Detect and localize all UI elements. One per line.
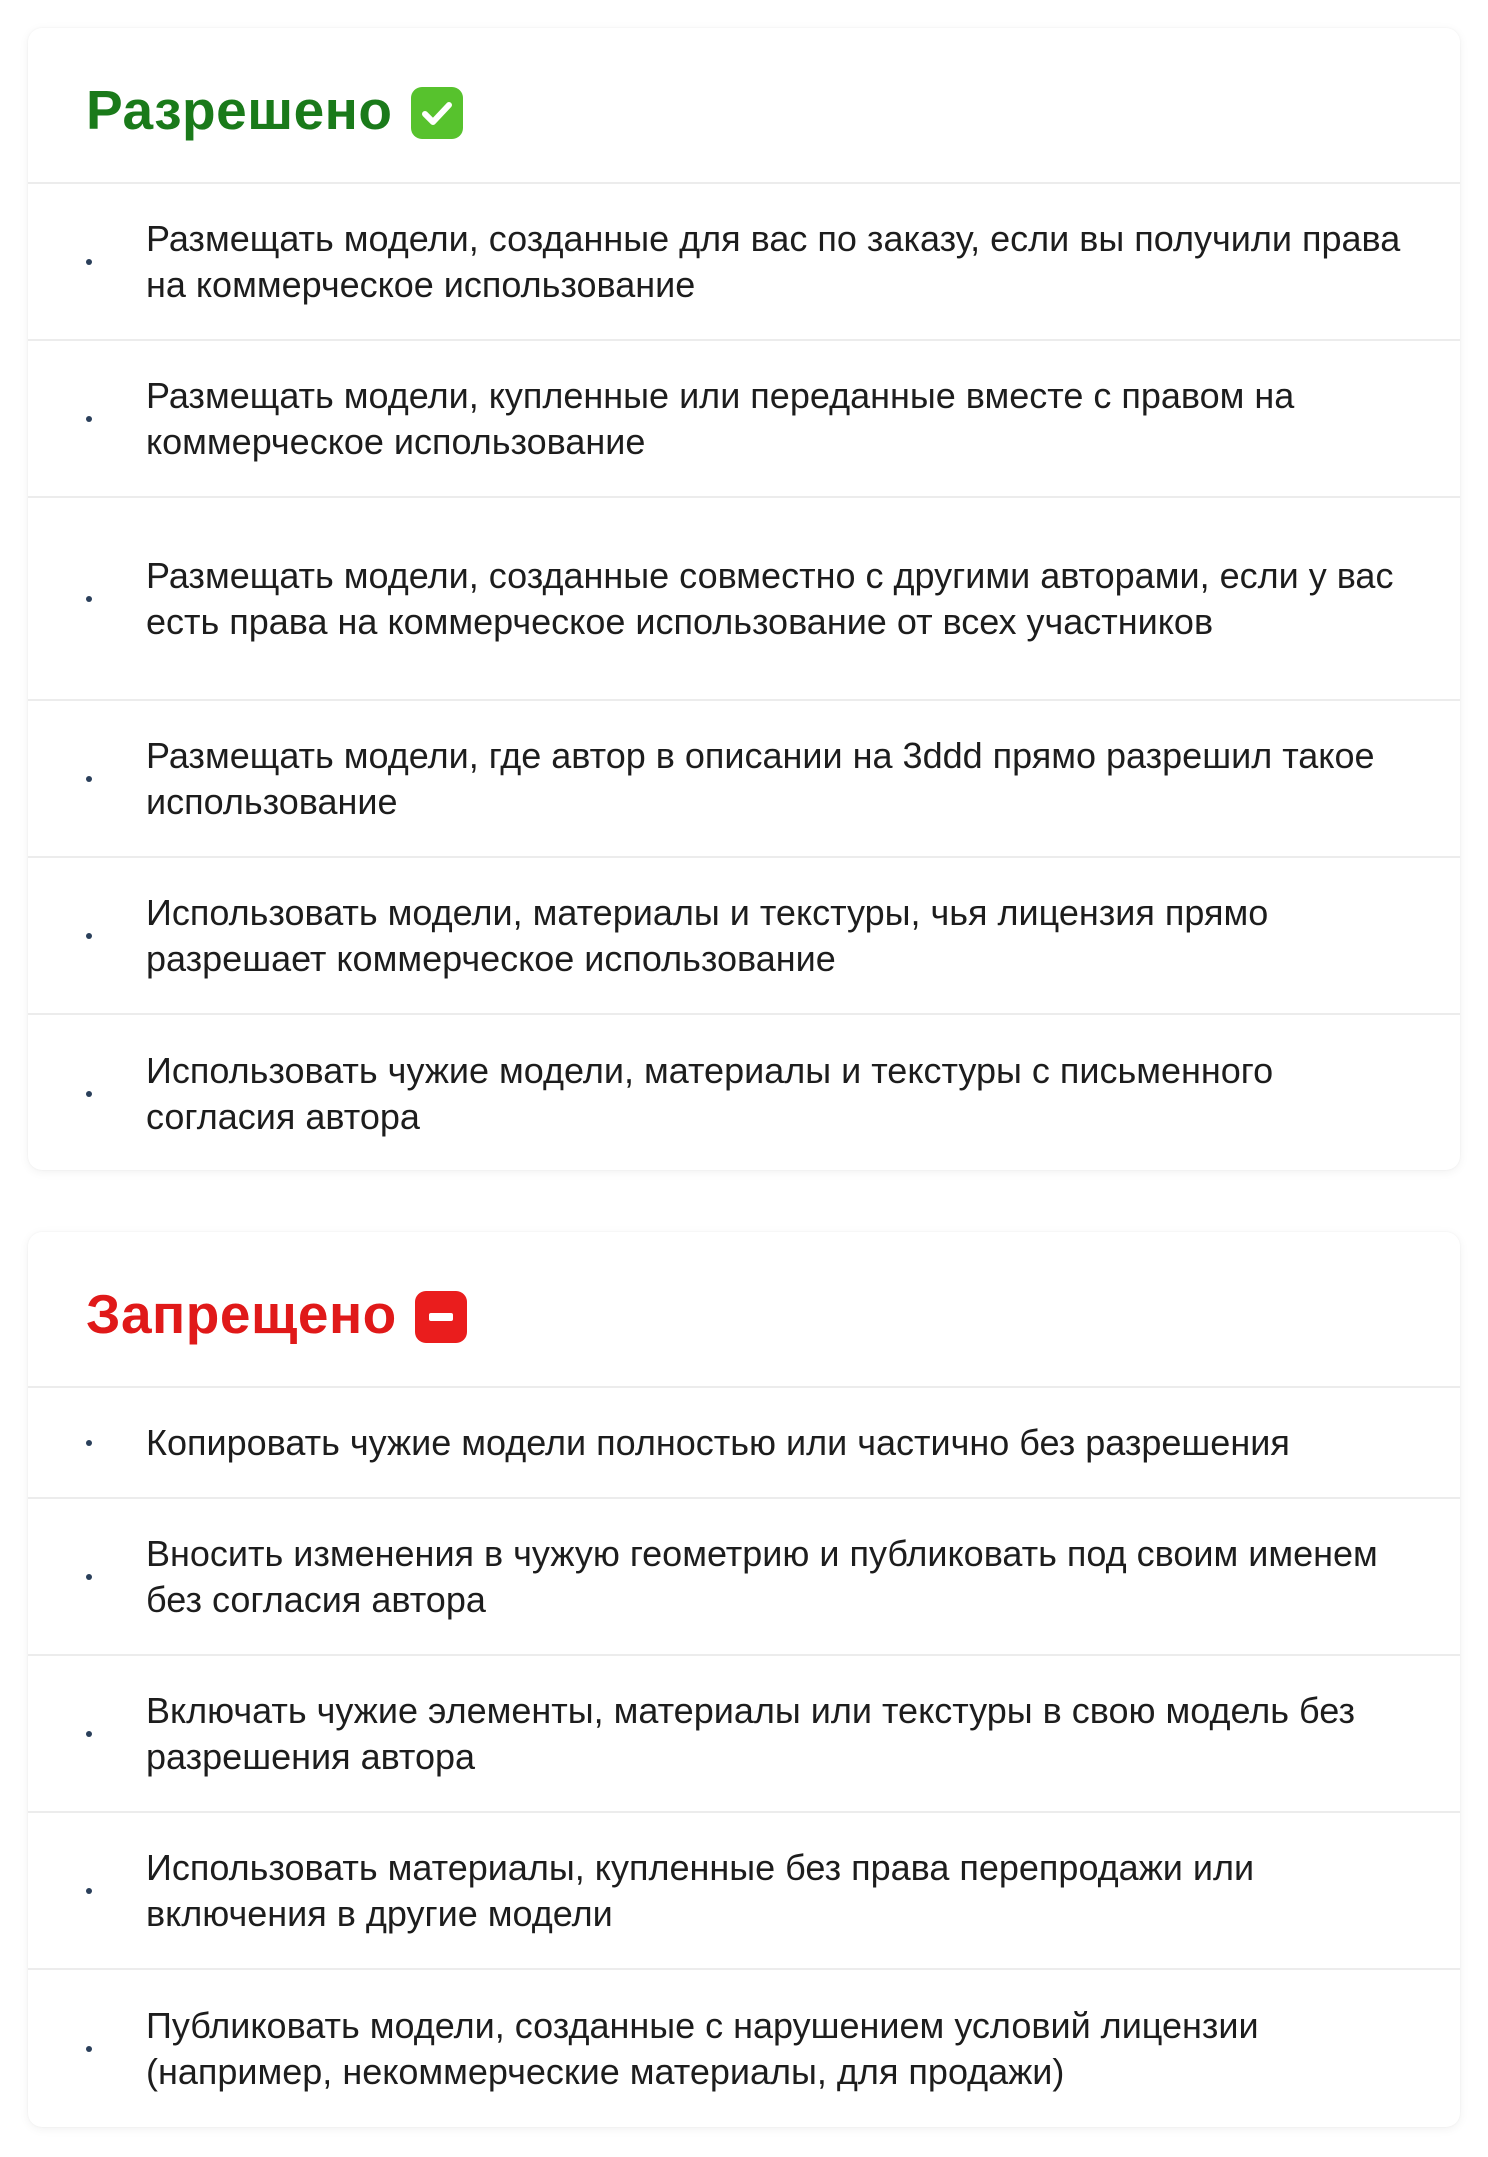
list-item [28,858,1460,1015]
list-item-text: Размещать модели, созданные для вас по заказу, если вы получили права на коммерческое использование [146,217,1401,305]
list-item-text: Размещать модели, созданные совместно с другими авторами, если у вас есть права на коммерческое использование от всех участников [146,554,1394,642]
minus-icon [415,1291,467,1343]
list-item-text: Копировать чужие модели полностью или частично без разрешения [146,1421,1290,1463]
bullet-icon [86,416,92,422]
bullet-icon [86,1574,92,1580]
allowed-title: Разрешено [86,79,393,141]
list-item-text: Использовать модели, материалы и текстуры, чья лицензия прямо разрешает коммерческое использование [146,891,1269,979]
bullet-icon [86,1440,92,1446]
list-item-text: Включать чужие элементы, материалы или текстуры в свою модель без разрешения автора [146,1689,1356,1777]
list-item [28,701,1460,858]
list-item-text: Размещать модели, где автор в описании на 3ddd прямо разрешил такое использование [146,734,1375,822]
allowed-header [28,28,1460,184]
check-icon [411,87,463,139]
list-item [28,1813,1460,1970]
list-item [28,1970,1460,2127]
bullet-icon [86,1091,92,1097]
bullet-icon [86,2046,92,2052]
list-item-text: Размещать модели, купленные или переданные вместе с правом на коммерческое использование [146,374,1295,462]
list-item-text: Вносить изменения в чужую геометрию и публиковать под своим именем без согласия автора [146,1532,1378,1620]
forbidden-header [28,1232,1460,1388]
list-item-text: Использовать материалы, купленные без права перепродажи или включения в другие модели [146,1846,1255,1934]
bullet-icon [86,1731,92,1737]
list-item [28,1499,1460,1656]
bullet-icon [86,259,92,265]
list-item-text: Использовать чужие модели, материалы и текстуры с письменного согласия автора [146,1049,1274,1137]
forbidden-card [28,1232,1460,2127]
list-item [28,498,1460,701]
allowed-card [28,28,1460,1170]
list-item [28,1388,1460,1499]
list-item [28,1015,1460,1170]
bullet-icon [86,933,92,939]
list-item [28,184,1460,341]
bullet-icon [86,776,92,782]
list-item [28,341,1460,498]
list-item [28,1656,1460,1813]
list-item-text: Публиковать модели, созданные с нарушением условий лицензии (например, некоммерческие материалы, для продажи) [146,2004,1259,2092]
bullet-icon [86,1888,92,1894]
forbidden-title: Запрещено [86,1283,397,1345]
bullet-icon [86,596,92,602]
